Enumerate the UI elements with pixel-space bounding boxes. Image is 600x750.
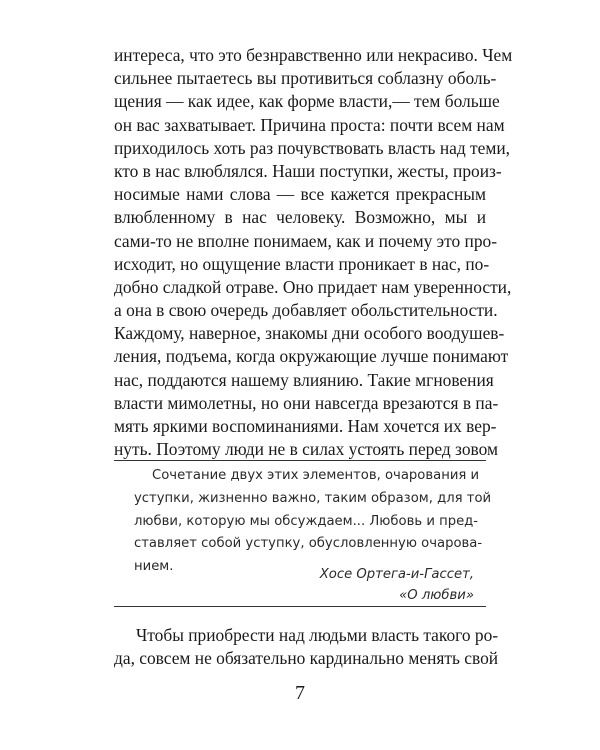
text-line: нас, поддаются нашему влиянию. Такие мгновения bbox=[114, 369, 494, 390]
text-line: мять яркими воспоминаниями. Нам хочется их вер- bbox=[114, 416, 497, 436]
text-line: сами-то не вполне понимаем, как и почему это про- bbox=[114, 230, 498, 251]
quote-line: ставляет собой уступку, обусловленную очарова- bbox=[134, 536, 483, 552]
text-line: исходит, но ощущение власти проникает в нас, по- bbox=[114, 253, 490, 274]
text-line: а она в свою очередь добавляет обольстительности. bbox=[114, 300, 498, 321]
page-number: 7 bbox=[295, 682, 305, 704]
text-line: ления, подъема, когда окружающие лучше понимают bbox=[114, 346, 509, 367]
quote-line: любви, которую мы обсуждаем... Любовь и пред- bbox=[134, 513, 479, 529]
text-line: влюбленному в нас человеку. Возможно, мы и bbox=[114, 207, 486, 228]
text-line: власти мимолетны, но они навсегда врезаются в па- bbox=[114, 392, 499, 413]
quote-author: Хосе Ортега-и-Гассет, bbox=[319, 567, 474, 582]
quote-line: нием. bbox=[134, 559, 174, 575]
epigraph-bottom-rule bbox=[114, 606, 486, 607]
text-line: носимые нами слова — все кажется прекрасным bbox=[114, 184, 486, 205]
text-line: Чтобы приобрести над людьми власть такого ро- bbox=[136, 625, 499, 645]
epigraph-quote bbox=[134, 465, 492, 579]
text-line: да, совсем не обязательно кардинально менять свой bbox=[114, 648, 499, 669]
text-line: кто в нас влюблялся. Наши поступки, жесты, произ- bbox=[114, 160, 502, 181]
text-line: он вас захватывает. Причина проста: почти всем нам bbox=[114, 114, 505, 135]
text-line: щения — как идее, как форме власти,— тем больше bbox=[114, 91, 500, 112]
epigraph-attribution bbox=[320, 564, 474, 606]
quote-line: Сочетание двух этих элементов, очарования и bbox=[152, 468, 480, 483]
epigraph-top-rule bbox=[114, 460, 486, 461]
text-line: нуть. Поэтому люди не в силах устоять перед зовом bbox=[114, 439, 498, 460]
text-line: Каждому, наверное, знакомы дни особого воодушев- bbox=[114, 323, 505, 344]
text-line: приходилось хоть раз почувствовать власть над теми, bbox=[114, 137, 511, 158]
text-line: добно сладкой отраве. Оно придает нам уверенности, bbox=[114, 276, 512, 297]
main-paragraph bbox=[114, 44, 513, 461]
continuation-paragraph bbox=[114, 624, 499, 670]
quote-line: уступки, жизненно важно, таким образом, для той bbox=[134, 490, 492, 506]
quote-source: «О любви» bbox=[399, 588, 474, 603]
text-line: сильнее пытаетесь вы противиться соблазну оболь- bbox=[114, 68, 497, 89]
text-line: интереса, что это безнравственно или некрасиво. Чем bbox=[114, 45, 513, 65]
